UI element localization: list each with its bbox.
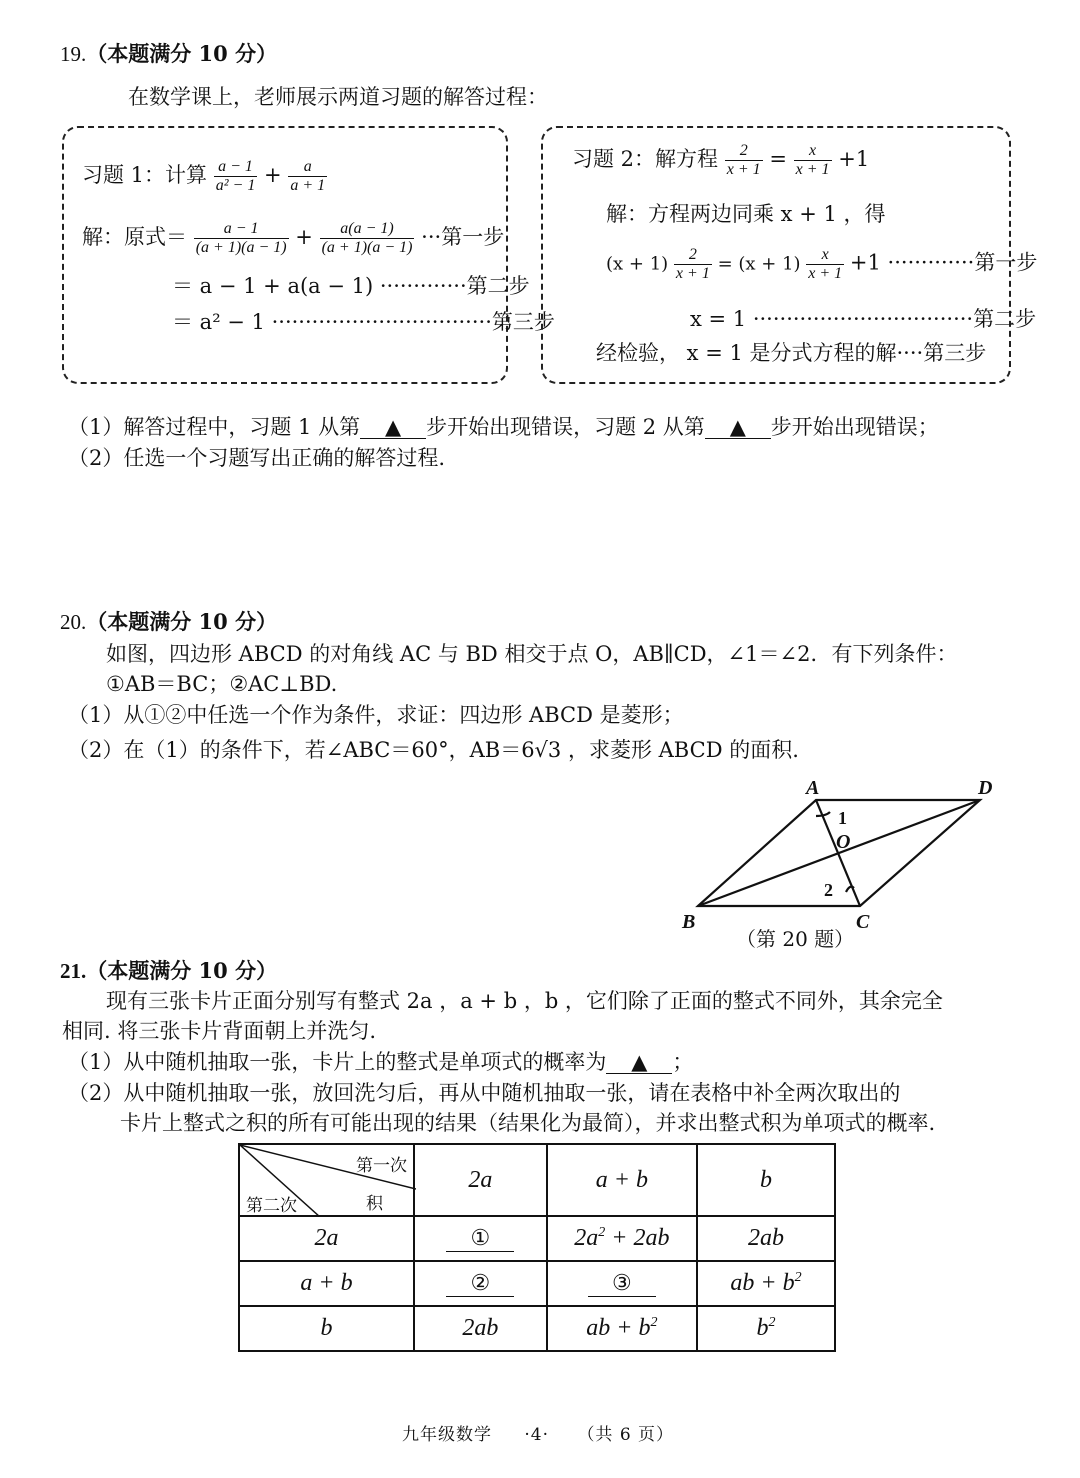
q19-part1 — [68, 413, 939, 441]
q20-score: （本题满分 10 分） — [86, 609, 278, 634]
q19-ex2-s1-mid: = (x + 1) — [717, 253, 801, 275]
q19-part2: （2）任选一个习题写出正确的解答过程. — [68, 446, 446, 470]
q19-ex2-problem — [572, 142, 869, 179]
q19-part1-text-a: （1）解答过程中，习题 1 从第 — [68, 415, 361, 439]
q19-ex1-step1-tail: ···第一步 — [421, 225, 505, 249]
q19-ex1-step1 — [82, 220, 504, 257]
q21-part2-line2: 卡片上整式之积的所有可能出现的结果（结果化为最简），并求出整式积为单项式的概率. — [120, 1111, 936, 1135]
q19-ex2-fraction1 — [725, 142, 763, 179]
cell-a-plus-b-times-b: ab + $b^2$ — [697, 1261, 835, 1306]
cell-2a-times-b: 2ab — [697, 1216, 835, 1261]
q21-part1-text-b: ； — [672, 1050, 694, 1074]
q19-ex2-s1f2-num: x — [806, 246, 844, 265]
q19-score: （本题满分 10 分） — [86, 41, 278, 66]
q21-number: 21. — [60, 959, 87, 983]
q20-line1: 如图，四边形 ABCD 的对角线 AC 与 BD 相交于点 O，AB∥CD，∠1＝∠2．有下列条件： — [106, 642, 958, 666]
q19-blank-1[interactable]: ▲ — [360, 416, 426, 439]
table-row — [239, 1261, 835, 1306]
q21-part1 — [68, 1048, 693, 1076]
q19-ex1-step1-frac2 — [320, 220, 415, 257]
cell-blank-3[interactable] — [547, 1261, 697, 1306]
blank-circle-3[interactable]: ③ — [588, 1270, 656, 1297]
q19-ex2-s1f2-den: x + 1 — [808, 265, 843, 282]
q19-ex2-step3: 经检验， x = 1 是分式方程的解····第三步 — [596, 341, 987, 365]
q19-ex1-step3: ＝ a² − 1 ·································第三步 — [172, 310, 555, 334]
q19-ex2-s1f1-den: x + 1 — [675, 265, 710, 282]
q19-ex2-step1 — [606, 246, 1037, 283]
q19-ex2-f2-num: x — [794, 142, 832, 161]
q19-ex1-fraction1 — [214, 158, 258, 195]
cell-b-times-2a: 2ab — [414, 1306, 547, 1351]
q19-ex2-s1-tail: +1 ·············第一步 — [849, 250, 1038, 275]
table-row — [239, 1306, 835, 1351]
table-header-row — [239, 1144, 835, 1216]
q21-header — [60, 955, 277, 985]
q19-ex1-label: 习题 1：计算 — [82, 163, 208, 187]
cell-blank-2[interactable] — [414, 1261, 547, 1306]
col-header-a-plus-b: a + b — [547, 1144, 697, 1216]
q19-blank-2[interactable]: ▲ — [705, 416, 771, 439]
label-d: D — [978, 777, 993, 799]
q21-line1: 现有三张卡片正面分别写有整式 2a ，a + b ，b ，它们除了正面的整式不同外，其余完全 — [106, 989, 943, 1013]
q19-ex1-frac1-den: a² − 1 — [215, 177, 256, 194]
row-header-b: b — [239, 1306, 414, 1351]
q19-ex1-s1f2-den: (a + 1)(a − 1) — [321, 239, 413, 256]
q19-ex2-s1-frac1 — [674, 246, 712, 283]
q19-ex2-s1f1-num: 2 — [674, 246, 712, 265]
q19-part1-text-b: 步开始出现错误，习题 2 从第 — [426, 415, 705, 439]
label-o: O — [836, 831, 851, 853]
q21-blank[interactable]: ▲ — [606, 1051, 672, 1074]
label-b: B — [682, 911, 696, 933]
q19-ex1-step1-plus: + — [295, 225, 313, 249]
q19-header — [60, 38, 277, 68]
row-header-2a: 2a — [239, 1216, 414, 1261]
q19-ex1-fraction2 — [288, 158, 327, 195]
q19-ex2-s1-frac2 — [806, 246, 844, 283]
q19-ex1-plus: + — [264, 163, 282, 187]
q19-ex1-s1f1-den: (a + 1)(a − 1) — [195, 239, 287, 256]
table-row — [239, 1216, 835, 1261]
q19-ex2-tail: +1 — [838, 147, 870, 171]
q19-ex1-step1-frac1 — [194, 220, 289, 257]
q21-product-table — [238, 1143, 836, 1352]
corner-product: 积 — [365, 1194, 383, 1214]
blank-circle-2[interactable]: ② — [446, 1270, 514, 1297]
q19-ex2-solution-intro: 解：方程两边同乘 x + 1 ，得 — [606, 202, 886, 226]
q19-ex1-frac2-den: a + 1 — [290, 177, 326, 194]
q21-line2: 相同. 将三张卡片背面朝上并洗匀. — [62, 1019, 377, 1043]
corner-second-draw: 第二次 — [246, 1196, 297, 1216]
corner-first-draw: 第一次 — [355, 1156, 407, 1176]
q19-intro: 在数学课上，老师展示两道习题的解答过程： — [128, 85, 548, 109]
q20-header — [60, 606, 277, 636]
q19-ex2-label: 习题 2：解方程 — [572, 147, 719, 171]
col-header-2a: 2a — [414, 1144, 547, 1216]
footer-page-number: ·4· — [524, 1425, 550, 1445]
blank-circle-1[interactable]: ① — [446, 1225, 514, 1252]
label-a: A — [806, 777, 820, 799]
label-angle1: 1 — [838, 808, 847, 828]
page-footer — [402, 1420, 674, 1445]
cell-blank-1[interactable] — [414, 1216, 547, 1261]
q19-ex1-s1f2-num: a(a − 1) — [320, 220, 415, 239]
col-header-b: b — [697, 1144, 835, 1216]
q21-part2-line1: （2）从中随机抽取一张，放回洗匀后，再从中随机抽取一张，请在表格中补全两次取出的 — [68, 1081, 901, 1105]
q19-ex2-f1-num: 2 — [725, 142, 763, 161]
table-corner-cell — [239, 1144, 414, 1216]
cell-b-times-b: $b^2$ — [697, 1306, 835, 1351]
cell-2a-times-a-plus-b: $2a^2 + 2ab$ — [547, 1216, 697, 1261]
footer-subject: 九年级数学 — [402, 1425, 492, 1445]
q20-part1: （1）从①②中任选一个作为条件，求证：四边形 ABCD 是菱形； — [68, 703, 684, 727]
q19-ex1-frac2-num: a — [288, 158, 327, 177]
q19-ex1-sol-label: 解：原式＝ — [82, 225, 187, 249]
label-angle2: 2 — [824, 880, 833, 900]
q19-ex2-f1-den: x + 1 — [726, 161, 761, 178]
q19-ex2-step2: x = 1 ·································第二步 — [690, 307, 1037, 331]
q20-number: 20. — [60, 610, 87, 634]
row-header-a-plus-b: a + b — [239, 1261, 414, 1306]
q19-ex1-s1f1-num: a − 1 — [194, 220, 289, 239]
label-c: C — [856, 911, 870, 933]
q20-line2: ①AB＝BC；②AC⊥BD. — [106, 672, 338, 696]
q19-ex1-step2: ＝ a − 1 + a(a − 1) ·············第二步 — [172, 274, 530, 298]
q19-ex2-s1-pre: (x + 1) — [606, 253, 669, 275]
footer-total-pages: （共 6 页） — [577, 1425, 675, 1445]
q19-part1-text-c: 步开始出现错误； — [770, 415, 939, 439]
q19-ex2-eq: = — [769, 147, 787, 171]
q21-score: （本题满分 10 分） — [86, 958, 278, 983]
q21-part1-text-a: （1）从中随机抽取一张，卡片上的整式是单项式的概率为 — [68, 1050, 607, 1074]
q19-ex2-f2-den: x + 1 — [795, 161, 830, 178]
q19-number: 19. — [60, 42, 87, 66]
q20-part2: （2）在（1）的条件下，若∠ABC＝60°，AB＝6√3 ，求菱形 ABCD 的面积. — [68, 738, 799, 762]
q19-ex2-fraction2 — [794, 142, 832, 179]
q19-ex1-problem — [82, 158, 327, 195]
q20-figure-caption: （第 20 题） — [736, 927, 855, 951]
q19-ex1-frac1-num: a − 1 — [214, 158, 258, 177]
cell-b-times-a-plus-b: ab + $b^2$ — [547, 1306, 697, 1351]
